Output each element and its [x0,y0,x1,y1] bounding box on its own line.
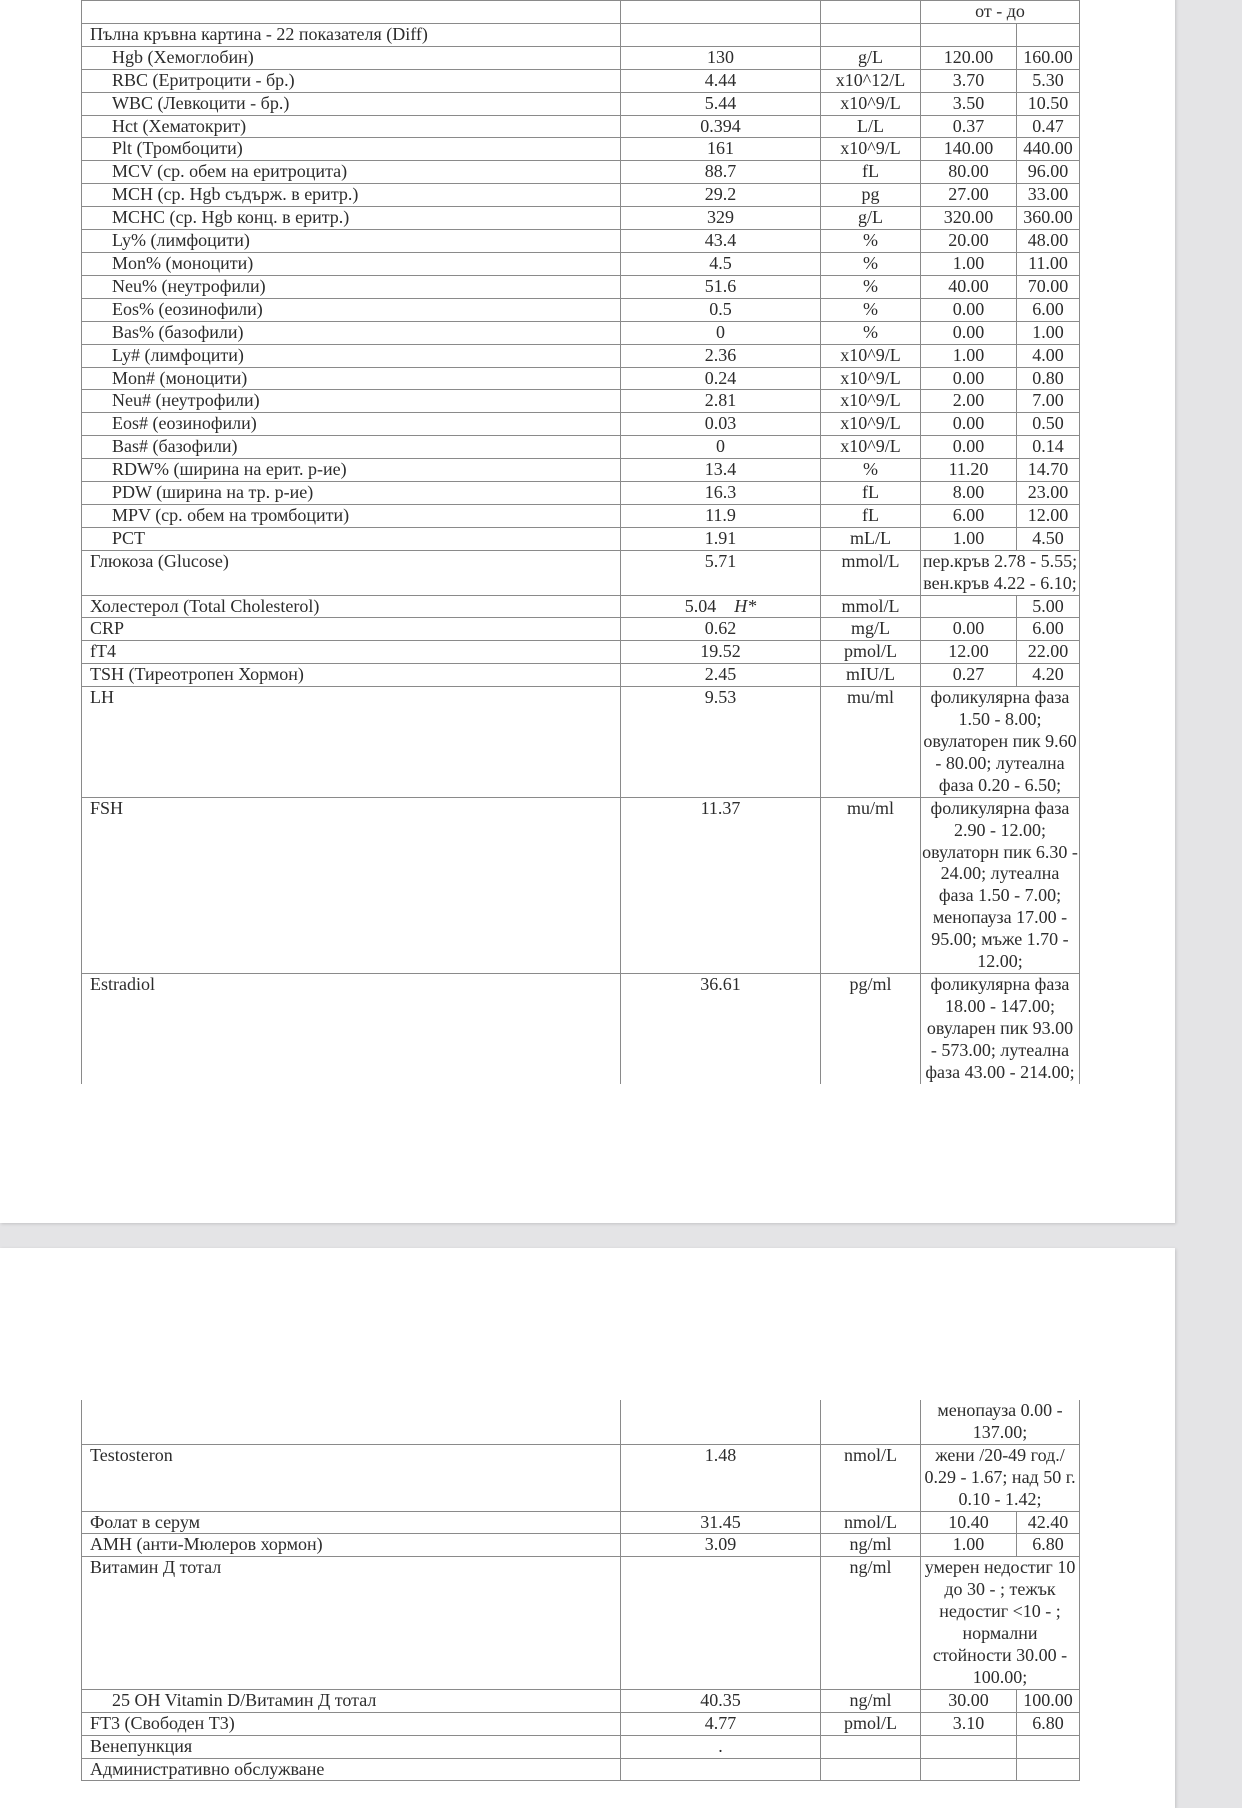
range-to: 33.00 [1017,184,1080,207]
range-from: 1.00 [921,527,1017,550]
unit [821,23,921,46]
test-name: Plt (Тромбоцити) [82,138,621,161]
table-row [82,664,1080,687]
result-value [621,797,821,973]
result-number: 3.09 [704,1534,737,1555]
result-value [621,973,821,1083]
result-number: 11.37 [700,797,741,818]
range-to: 0.14 [1017,436,1080,459]
result-number: 0.62 [704,618,737,639]
result-number: 329 [707,207,734,228]
range-from: 8.00 [921,482,1017,505]
range-to: 6.00 [1017,618,1080,641]
table-row [82,207,1080,230]
result-number: 4.77 [704,1712,737,1733]
result-number: 88.7 [704,161,737,182]
result-value [621,298,821,321]
table-row [82,550,1080,595]
result-value [621,69,821,92]
reference-range-text: менопауза 0.00 - 137.00; [921,1400,1080,1444]
range-from: 140.00 [921,138,1017,161]
range-to: 0.50 [1017,413,1080,436]
result-value [621,92,821,115]
test-name: Ly# (лимфоцити) [82,344,621,367]
unit: mmol/L [821,595,921,618]
range-from: 1.00 [921,1534,1017,1557]
range-to: 5.30 [1017,69,1080,92]
unit: g/L [821,46,921,69]
table-row [82,161,1080,184]
result-number: 40.35 [700,1689,741,1710]
result-value [621,161,821,184]
range-from [921,23,1017,46]
result-number: . [718,1735,723,1756]
test-name: Testosteron [82,1444,621,1511]
result-value [621,687,821,798]
result-number: 161 [707,138,734,159]
range-to: 440.00 [1017,138,1080,161]
result-number: 0 [716,321,725,342]
table-row [82,275,1080,298]
range-from [921,595,1017,618]
test-name: RDW% (ширина на ерит. р-ие) [82,459,621,482]
test-name: fT4 [82,641,621,664]
header-unit-cell [821,1,921,24]
result-number: 0.03 [704,413,737,434]
result-value [621,1557,821,1689]
range-from: 6.00 [921,504,1017,527]
result-value [621,115,821,138]
range-to: 160.00 [1017,46,1080,69]
results-body [82,1400,1080,1781]
result-number: 2.45 [704,664,737,685]
unit: x10^9/L [821,344,921,367]
range-to: 100.00 [1017,1689,1080,1712]
unit: ng/ml [821,1557,921,1689]
range-to: 10.50 [1017,92,1080,115]
range-from: 0.00 [921,413,1017,436]
result-number: 0.5 [709,298,732,319]
unit: x10^9/L [821,92,921,115]
result-number: 5.44 [704,92,737,113]
result-number: 36.61 [700,973,741,994]
table-row [82,1735,1080,1758]
test-name: MCV (ср. обем на еритроцита) [82,161,621,184]
range-to: 360.00 [1017,207,1080,230]
result-value [621,1400,821,1444]
test-name: FT3 (Свободен Т3) [82,1712,621,1735]
unit: fL [821,161,921,184]
range-to: 4.00 [1017,344,1080,367]
result-value [621,664,821,687]
result-value [621,595,821,618]
result-value [621,504,821,527]
test-name: Bas% (базофили) [82,321,621,344]
result-value [621,1758,821,1781]
result-number: 1.48 [704,1444,737,1465]
result-number: 5.71 [704,550,737,571]
result-number: 51.6 [704,275,737,296]
test-name: Глюкоза (Glucose) [82,550,621,595]
test-name: PCT [82,527,621,550]
table-row [82,436,1080,459]
range-from: 3.10 [921,1712,1017,1735]
result-value [621,344,821,367]
range-from: 1.00 [921,252,1017,275]
unit: g/L [821,207,921,230]
unit: x10^9/L [821,413,921,436]
unit: pmol/L [821,641,921,664]
result-value [621,413,821,436]
unit: pg [821,184,921,207]
result-value [621,482,821,505]
range-from: 80.00 [921,161,1017,184]
table-row [82,230,1080,253]
unit: % [821,252,921,275]
reference-range-text: жени /20-49 год./ 0.29 - 1.67; над 50 г. 0.10 - 1.42; [921,1444,1080,1511]
unit: pg/ml [821,973,921,1083]
range-from: 10.40 [921,1511,1017,1534]
range-from: 0.00 [921,298,1017,321]
unit: pmol/L [821,1712,921,1735]
result-value [621,436,821,459]
test-name: Административно обслужване [82,1758,621,1781]
range-to: 7.00 [1017,390,1080,413]
range-to: 1.00 [1017,321,1080,344]
table-row [82,1444,1080,1511]
range-to: 4.20 [1017,664,1080,687]
test-name: MCH (ср. Hgb съдърж. в еритр.) [82,184,621,207]
table-row [82,367,1080,390]
range-from: 0.00 [921,367,1017,390]
unit: x10^9/L [821,367,921,390]
table-row [82,595,1080,618]
table-row [82,641,1080,664]
unit: mu/ml [821,687,921,798]
unit: x10^12/L [821,69,921,92]
range-to [1017,23,1080,46]
test-name: Витамин Д тотал [82,1557,621,1689]
result-number: 16.3 [704,482,737,503]
test-name: Eos# (еозинофили) [82,413,621,436]
reference-range-text: фоликулярна фаза 18.00 - 147.00; овуларен пик 93.00 - 573.00; лутеална фаза 43.00 - 214.00; [921,973,1080,1083]
result-value [621,1735,821,1758]
unit: nmol/L [821,1511,921,1534]
result-number: 19.52 [700,641,741,662]
result-number: 2.36 [704,344,737,365]
test-name: Eos% (еозинофили) [82,298,621,321]
range-from [921,1758,1017,1781]
range-to: 5.00 [1017,595,1080,618]
result-value [621,550,821,595]
result-value [621,275,821,298]
table-header-row [82,1,1080,24]
result-number: 130 [707,46,734,67]
table-row [82,115,1080,138]
range-from: 3.50 [921,92,1017,115]
test-name [82,1400,621,1444]
abnormal-flag: H* [734,595,757,616]
table-row [82,527,1080,550]
range-to: 6.00 [1017,298,1080,321]
range-to [1017,1758,1080,1781]
unit: mIU/L [821,664,921,687]
table-row [82,1511,1080,1534]
lab-results-table [81,0,1080,1084]
result-value [621,1712,821,1735]
result-number: 2.81 [704,390,737,411]
test-name: 25 OH Vitamin D/Витамин Д тотал [82,1689,621,1712]
table-row [82,321,1080,344]
test-name: Hgb (Хемоглобин) [82,46,621,69]
range-from: 320.00 [921,207,1017,230]
unit [821,1400,921,1444]
range-from: 120.00 [921,46,1017,69]
range-to: 0.47 [1017,115,1080,138]
table-row [82,618,1080,641]
table-row [82,797,1080,973]
table-row [82,1400,1080,1444]
result-number: 31.45 [700,1511,741,1532]
header-result-cell [621,1,821,24]
unit: % [821,459,921,482]
reference-range-text: фоликулярна фаза 2.90 - 12.00; овулаторн пик 6.30 - 24.00; лутеална фаза 1.50 - 7.00; менопауза 17.00 - 95.00; мъже 1.70 - 12.00; [921,797,1080,973]
lab-results-table-continued [81,1400,1080,1781]
result-value [621,138,821,161]
unit: mmol/L [821,550,921,595]
range-from: 0.00 [921,618,1017,641]
unit: mu/ml [821,797,921,973]
test-name: RBC (Еритроцити - бр.) [82,69,621,92]
test-name: FSH [82,797,621,973]
reference-range-text: фоликулярна фаза 1.50 - 8.00; овулаторен пик 9.60 - 80.00; лутеална фаза 0.20 - 6.50; [921,687,1080,798]
result-value [621,618,821,641]
result-number: 1.91 [704,527,737,548]
test-name: Фолат в серум [82,1511,621,1534]
table-row [82,69,1080,92]
range-from: 1.00 [921,344,1017,367]
unit: ng/ml [821,1534,921,1557]
unit: mg/L [821,618,921,641]
table-row [82,46,1080,69]
test-name: Венепункция [82,1735,621,1758]
test-name: PDW (ширина на тр. р-ие) [82,482,621,505]
result-value [621,1511,821,1534]
result-number: 13.4 [704,459,737,480]
unit: ng/ml [821,1689,921,1712]
result-value [621,23,821,46]
test-name: LH [82,687,621,798]
reference-range-text: пер.кръв 2.78 - 5.55; вен.кръв 4.22 - 6.10; [921,550,1080,595]
range-from: 27.00 [921,184,1017,207]
range-from: 0.00 [921,321,1017,344]
range-to: 0.80 [1017,367,1080,390]
test-name: Холестерол (Total Cholesterol) [82,595,621,618]
table-row [82,973,1080,1083]
range-to: 22.00 [1017,641,1080,664]
table-row [82,184,1080,207]
unit: nmol/L [821,1444,921,1511]
test-name: Пълна кръвна картина - 22 показателя (Diff) [82,23,621,46]
range-to: 96.00 [1017,161,1080,184]
range-from: 40.00 [921,275,1017,298]
table-row [82,390,1080,413]
range-from: 20.00 [921,230,1017,253]
test-name: Estradiol [82,973,621,1083]
table-row [82,413,1080,436]
test-name: Neu% (неутрофили) [82,275,621,298]
table-row [82,687,1080,798]
result-value [621,459,821,482]
range-from: 11.20 [921,459,1017,482]
test-name: MCHC (ср. Hgb конц. в еритр.) [82,207,621,230]
range-to: 48.00 [1017,230,1080,253]
range-to: 14.70 [1017,459,1080,482]
reference-range-text: умерен недостиг 10 до 30 - ; тежък недостиг <10 - ; нормални стойности 30.00 - 100.00; [921,1557,1080,1689]
unit [821,1735,921,1758]
result-value [621,1534,821,1557]
range-to: 70.00 [1017,275,1080,298]
result-number: 0.394 [700,115,741,136]
result-value [621,527,821,550]
range-from: 12.00 [921,641,1017,664]
result-value [621,367,821,390]
result-value [621,252,821,275]
table-row [82,1758,1080,1781]
unit: % [821,321,921,344]
result-value [621,230,821,253]
result-number: 0 [716,436,725,457]
results-body [82,23,1080,1083]
table-row [82,1689,1080,1712]
table-row [82,23,1080,46]
test-name: Ly% (лимфоцити) [82,230,621,253]
range-from: 2.00 [921,390,1017,413]
unit: x10^9/L [821,138,921,161]
result-value [621,1444,821,1511]
table-row [82,504,1080,527]
unit: % [821,230,921,253]
test-name: CRP [82,618,621,641]
range-to: 4.50 [1017,527,1080,550]
test-name: Neu# (неутрофили) [82,390,621,413]
result-value [621,1689,821,1712]
table-row [82,1712,1080,1735]
result-number: 43.4 [704,230,737,251]
unit: fL [821,482,921,505]
table-row [82,459,1080,482]
table-row [82,482,1080,505]
range-to: 11.00 [1017,252,1080,275]
range-to: 12.00 [1017,504,1080,527]
table-row [82,1557,1080,1689]
test-name: Mon# (моноцити) [82,367,621,390]
result-number: 4.44 [704,69,737,90]
result-value [621,207,821,230]
test-name: WBC (Левкоцити - бр.) [82,92,621,115]
result-value [621,46,821,69]
unit: fL [821,504,921,527]
header-range: от - до [921,1,1080,24]
range-from: 3.70 [921,69,1017,92]
range-to [1017,1735,1080,1758]
unit: % [821,275,921,298]
test-name: AMH (анти-Мюлеров хормон) [82,1534,621,1557]
unit: % [821,298,921,321]
table-row [82,1534,1080,1557]
result-value [621,184,821,207]
unit: x10^9/L [821,436,921,459]
unit: x10^9/L [821,390,921,413]
result-number: 5.04 [684,595,717,616]
unit [821,1758,921,1781]
result-number: 29.2 [704,184,737,205]
table-row [82,138,1080,161]
unit: mL/L [821,527,921,550]
range-from [921,1735,1017,1758]
test-name: Bas# (базофили) [82,436,621,459]
range-from: 0.37 [921,115,1017,138]
range-from: 0.27 [921,664,1017,687]
document-page-2 [0,1248,1175,1808]
header-name-cell [82,1,621,24]
table-row [82,298,1080,321]
result-value [621,390,821,413]
result-number: 9.53 [704,687,737,708]
result-value [621,641,821,664]
range-to: 6.80 [1017,1534,1080,1557]
range-to: 23.00 [1017,482,1080,505]
range-to: 6.80 [1017,1712,1080,1735]
range-from: 30.00 [921,1689,1017,1712]
test-name: TSH (Тиреотропен Хормон) [82,664,621,687]
range-from: 0.00 [921,436,1017,459]
test-name: Mon% (моноцити) [82,252,621,275]
result-number: 11.9 [705,504,736,525]
test-name: MPV (ср. обем на тромбоцити) [82,504,621,527]
result-value [621,321,821,344]
result-number: 0.24 [704,367,737,388]
table-row [82,252,1080,275]
unit: L/L [821,115,921,138]
table-row [82,92,1080,115]
range-to: 42.40 [1017,1511,1080,1534]
test-name: Hct (Хематокрит) [82,115,621,138]
result-number: 4.5 [709,252,732,273]
table-row [82,344,1080,367]
